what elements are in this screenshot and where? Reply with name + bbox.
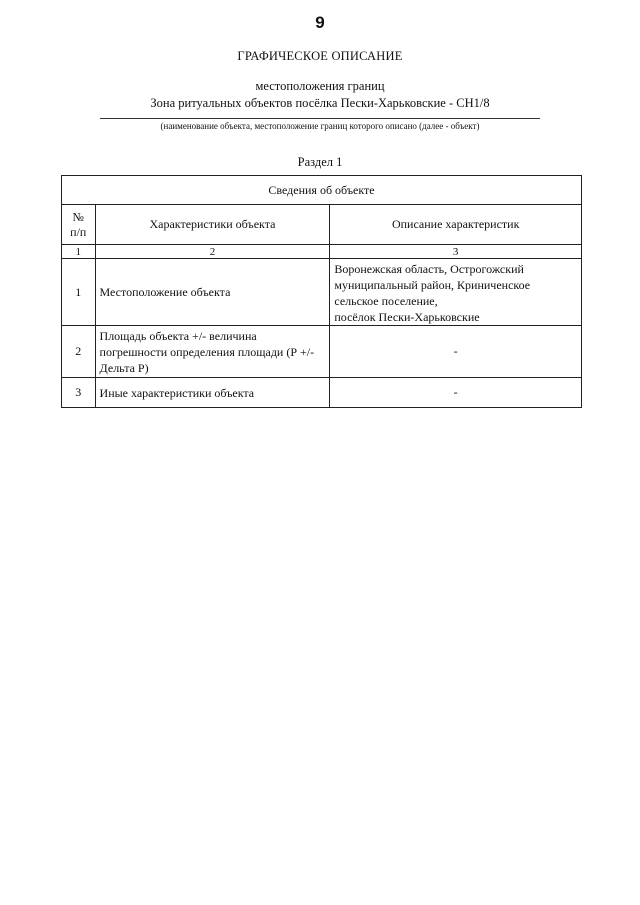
row-description: - xyxy=(330,326,582,378)
page-number: 9 xyxy=(315,13,325,32)
table-caption: Сведения об объекте xyxy=(62,176,582,205)
document-subtitle-line2: Зона ритуальных объектов посёлка Пески-Харьковские - СН1/8 xyxy=(150,96,490,110)
row-number: 2 xyxy=(62,326,96,378)
column-number-row xyxy=(62,245,582,259)
header-characteristics: Характеристики объекта xyxy=(95,205,330,245)
document-title: ГРАФИЧЕСКОЕ ОПИСАНИЕ xyxy=(237,49,403,63)
description-line: сельское поселение, xyxy=(334,294,438,308)
header-number-line2: п/п xyxy=(70,224,87,239)
object-info-table xyxy=(61,175,582,408)
row-description xyxy=(330,259,582,326)
row-description: - xyxy=(330,378,582,408)
underline-caption: (наименование объекта, местоположение границ которого описано (далее - объект) xyxy=(160,121,480,131)
column-number: 2 xyxy=(95,245,330,259)
description-line: муниципальный район, Криниченское xyxy=(334,278,531,292)
row-number: 3 xyxy=(62,378,96,408)
column-number: 1 xyxy=(62,245,96,259)
title-underline xyxy=(100,118,540,119)
description-line: посёлок Пески-Харьковские xyxy=(334,310,480,324)
section-title: Раздел 1 xyxy=(297,155,343,169)
table-row xyxy=(62,378,582,408)
table-caption-row xyxy=(62,176,582,205)
header-description: Описание характеристик xyxy=(330,205,582,245)
row-characteristic: Иные характеристики объекта xyxy=(95,378,330,408)
row-characteristic: Площадь объекта +/- величина погрешности определения площади (Р +/- Дельта Р) xyxy=(95,326,330,378)
description-line: Воронежская область, Острогожский xyxy=(334,262,524,276)
table-header-row xyxy=(62,205,582,245)
row-characteristic: Местоположение объекта xyxy=(95,259,330,326)
column-number: 3 xyxy=(330,245,582,259)
table-row xyxy=(62,259,582,326)
row-number: 1 xyxy=(62,259,96,326)
document-subtitle-line1: местоположения границ xyxy=(255,79,385,93)
header-number-line1: № xyxy=(72,209,84,224)
header-number xyxy=(62,205,96,245)
table-row xyxy=(62,326,582,378)
